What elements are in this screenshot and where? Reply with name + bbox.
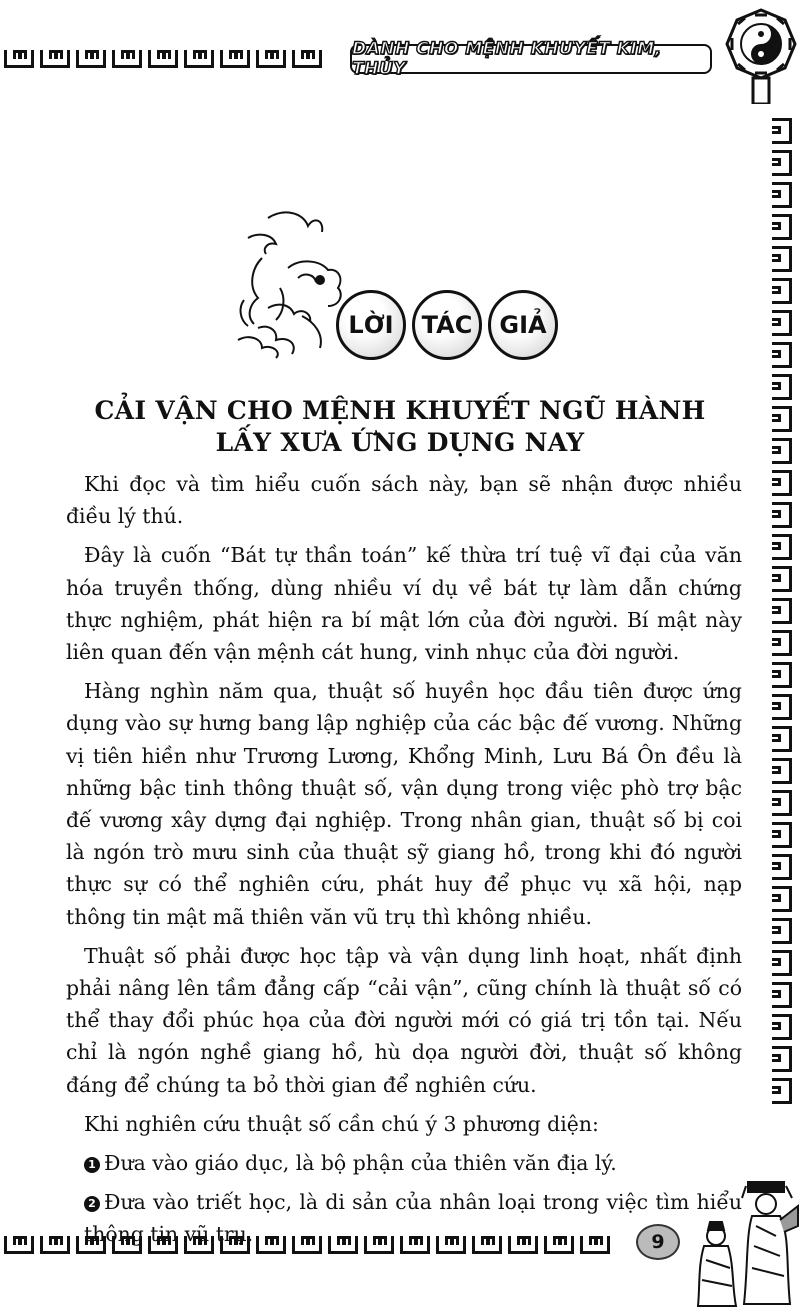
- paragraph: Đây là cuốn “Bát tự thần toán” kế thừa trí tuệ vĩ đại của văn hóa truyền thống, dùng nhiều ví dụ về bát tự làm dẫn chứng thực nghiệm, phát hiện ra bí mật lớn của đời người. Bí mật này liên quan đến vận mệnh cát hung, vinh nhục của đời người.: [66, 543, 742, 665]
- paragraph: Thuật số phải được học tập và vận dụng linh hoạt, nhất định phải nâng lên tầm đẳng cấp “cải vận”, cũng chính là thuật số có thể thay đổi phúc họa của đời người mới có giá trị tồn tại. Nếu chỉ là ngón nghề giang hồ, hù dọa người đời, thuật số không đáng để chúng ta bỏ thời gian để nghiên cứu.: [66, 943, 742, 1097]
- bullet-item: [66, 1147, 742, 1179]
- title-circle-3: GIẢ: [488, 290, 558, 360]
- top-meander-border: [4, 50, 322, 68]
- yin-yang-bagua-icon: [723, 8, 800, 104]
- headline-line-2: LẤY XƯA ỨNG DỤNG NAY: [215, 428, 585, 457]
- bullet-text: Đưa vào triết học, là di sản của nhân loại trong việc tìm hiểu thông tin vũ trụ.: [84, 1190, 742, 1247]
- paragraph: Hàng nghìn năm qua, thuật số huyền học đầu tiên được ứng dụng vào sự hưng bang lập nghiệp của các bậc đế vương. Những vị tiên hiền như Trương Lương, Khổng Minh, Lưu Bá Ôn đều là những bậc tinh thông thuật số, vận dụng trong việc phò trợ bậc đế vương xây dựng đại nghiệp. Trong nhân gian, thuật số bị coi là ngón trò mưu sinh của thuật sỹ giang hồ, trong khi đó người thực sự có thể nghiên cứu, phát huy để phục vụ xã hội, nạp thông tin mật mã thiên văn vũ trụ thì không nhiều.: [66, 679, 742, 929]
- bullet-marker: 1: [84, 1157, 100, 1173]
- title-circle-2: TÁC: [412, 290, 482, 360]
- scholars-illustration: [686, 1176, 800, 1310]
- page-number: 9: [636, 1224, 680, 1260]
- paragraph: Khi đọc và tìm hiểu cuốn sách này, bạn sẽ nhận được nhiều điều lý thú.: [66, 472, 742, 529]
- running-header: [350, 39, 712, 79]
- running-header-title: DÀNH CHO MỆNH KHUYẾT KIM, THỦY: [352, 39, 662, 79]
- title-circle-1: LỜI: [336, 290, 406, 360]
- dragon-illustration: [228, 208, 346, 360]
- headline-line-1: CẢI VẬN CHO MỆNH KHUYẾT NGŨ HÀNH: [94, 396, 706, 425]
- body-text: [66, 468, 742, 1258]
- bottom-meander-border: [4, 1236, 610, 1254]
- right-meander-border: [772, 118, 792, 1110]
- paragraph: Khi nghiên cứu thuật số cần chú ý 3 phương diện:: [84, 1111, 599, 1136]
- bullet-text: Đưa vào giáo dục, là bộ phận của thiên văn địa lý.: [104, 1151, 617, 1176]
- bullet-marker: 2: [84, 1196, 100, 1212]
- section-title: [336, 290, 558, 360]
